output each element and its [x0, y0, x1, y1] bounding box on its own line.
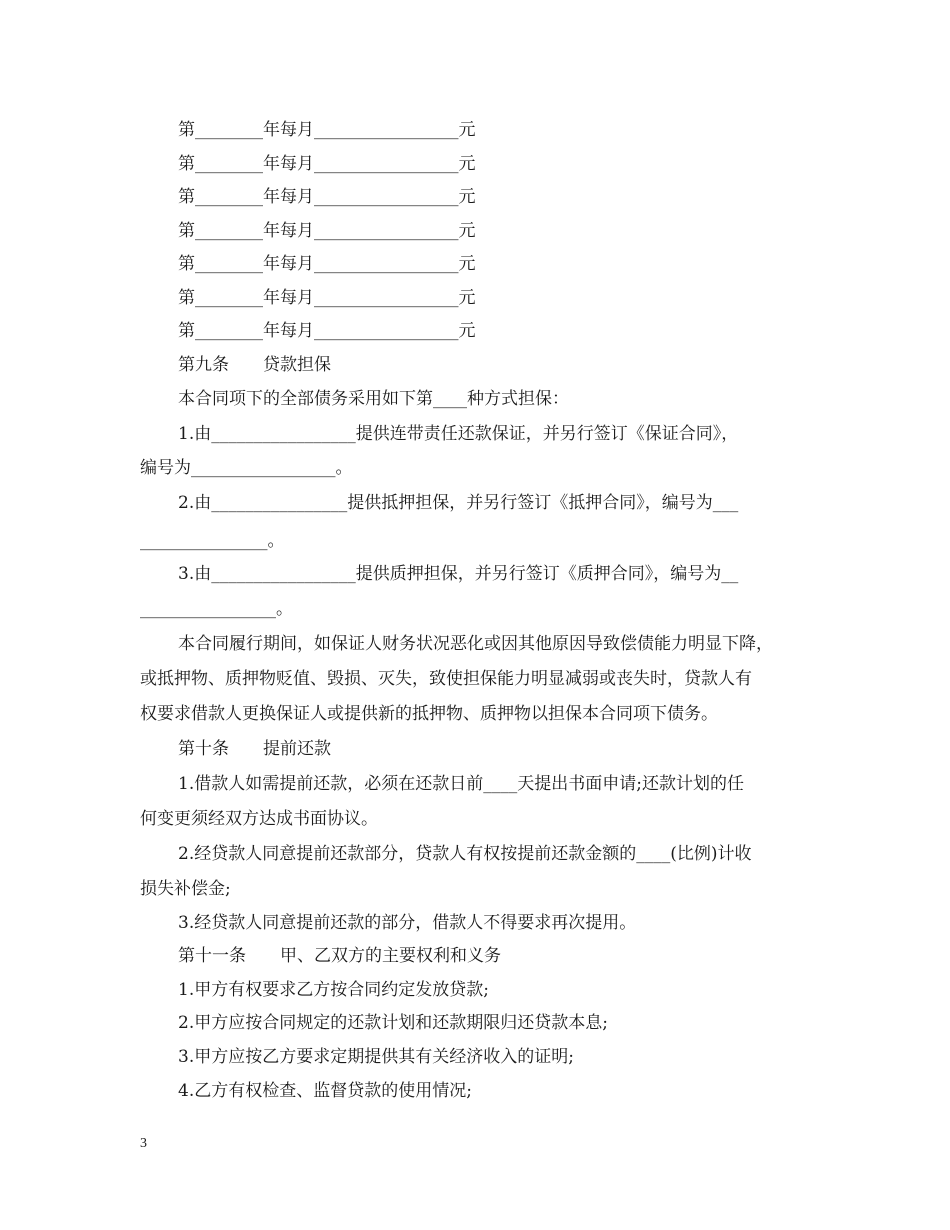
- schedule-line-7: 第________年每月_________________元: [178, 321, 476, 341]
- guarantee-clause-line-3: 权要求借款人更换保证人或提供新的抵押物、质押物以担保本合同项下债务。: [140, 704, 718, 724]
- guarantee-item-3: 3.由_________________提供质押担保，并另行签订《质押合同》，编号为__: [178, 564, 739, 584]
- prepayment-item-3: 3.经贷款人同意提前还款的部分，借款人不得要求再次提用。: [178, 913, 637, 933]
- guarantee-item-3-cont: ________________。: [140, 599, 293, 619]
- schedule-line-1: 第________年每月_________________元: [178, 120, 476, 140]
- schedule-line-2: 第________年每月_________________元: [178, 154, 476, 174]
- article-11-heading: 第十一条 甲、乙双方的主要权利和义务: [178, 946, 501, 966]
- rights-item-3: 3.甲方应按乙方要求定期提供其有关经济收入的证明;: [178, 1047, 574, 1067]
- rights-item-2: 2.甲方应按合同规定的还款计划和还款期限归还贷款本息;: [178, 1013, 608, 1033]
- guarantee-clause-line-1: 本合同履行期间，如保证人财务状况恶化或因其他原因导致偿债能力明显下降，: [178, 634, 773, 654]
- schedule-line-3: 第________年每月_________________元: [178, 187, 476, 207]
- guarantee-intro: 本合同项下的全部债务采用如下第____种方式担保：: [178, 389, 569, 409]
- prepayment-item-2-cont: 损失补偿金;: [140, 879, 231, 899]
- prepayment-item-1-cont: 何变更须经双方达成书面协议。: [140, 809, 378, 829]
- prepayment-item-1: 1.借款人如需提前还款，必须在还款日前____天提出书面申请;还款计划的任: [178, 774, 744, 794]
- schedule-line-4: 第________年每月_________________元: [178, 221, 476, 241]
- guarantee-clause-line-2: 或抵押物、质押物贬值、毁损、灭失，致使担保能力明显减弱或丧失时，贷款人有: [140, 669, 752, 689]
- rights-item-1: 1.甲方有权要求乙方按合同约定发放贷款;: [178, 980, 489, 1000]
- guarantee-item-2-cont: _______________。: [140, 531, 285, 551]
- page-number: 3: [140, 1136, 147, 1151]
- guarantee-item-1: 1.由_________________提供连带责任还款保证，并另行签订《保证合同》，: [178, 424, 739, 444]
- article-9-heading: 第九条 贷款担保: [178, 355, 331, 375]
- guarantee-item-1-cont: 编号为_________________。: [140, 458, 353, 478]
- guarantee-item-2: 2.由________________提供抵押担保，并另行签订《抵押合同》，编号为___: [178, 493, 739, 513]
- schedule-line-5: 第________年每月_________________元: [178, 254, 476, 274]
- schedule-line-6: 第________年每月_________________元: [178, 288, 476, 308]
- rights-item-4: 4.乙方有权检查、监督贷款的使用情况;: [178, 1081, 472, 1101]
- prepayment-item-2: 2.经贷款人同意提前还款部分，贷款人有权按提前还款金额的____(比例)计收: [178, 844, 752, 864]
- article-10-heading: 第十条 提前还款: [178, 739, 331, 759]
